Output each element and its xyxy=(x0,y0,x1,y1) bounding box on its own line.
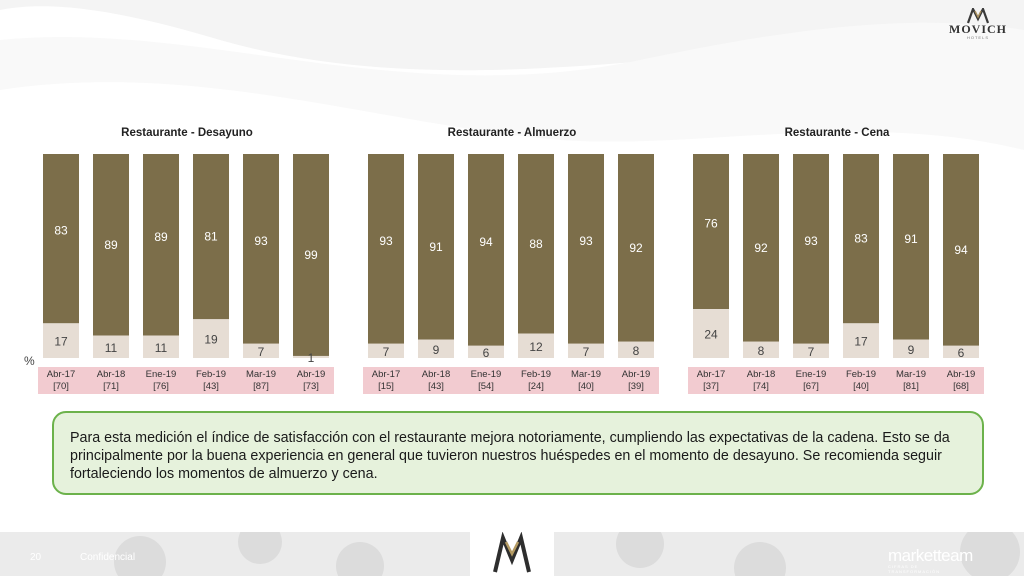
logo-sub: HOTELS xyxy=(966,35,989,40)
data-label-top: 93 xyxy=(579,233,593,248)
category-tick-label: Abr-17 xyxy=(46,369,76,380)
data-label-bottom: 7 xyxy=(582,344,590,359)
category-tick-label: Abr-17 xyxy=(696,369,726,380)
data-label-top: 91 xyxy=(429,239,443,254)
data-label-top: 83 xyxy=(854,231,868,246)
data-label-bottom: 11 xyxy=(154,340,168,355)
data-label-top: 92 xyxy=(629,240,643,255)
data-label-bottom: 7 xyxy=(257,344,265,359)
data-label-bottom: 7 xyxy=(382,344,390,359)
category-tick-label: Mar-19 xyxy=(895,369,927,380)
category-label-band xyxy=(688,367,984,394)
data-label-bottom: 8 xyxy=(632,343,640,358)
base-size-label: [43] xyxy=(203,381,219,392)
category-label-band xyxy=(363,367,659,394)
category-tick-label: Ene-19 xyxy=(470,369,502,380)
data-label-bottom: 6 xyxy=(957,345,965,360)
data-label-top: 89 xyxy=(104,237,118,252)
commentary-text: Para esta medición el índice de satisfacción con el restaurante mejora notoriamente, cumpliendo las expectativas de la cadena. Esto se da principalmente por la buena experiencia en general que tuvieron nuestros huéspedes en el momento de desayuno. Se recomienda seguir fortaleciendo los momentos de almuerzo y cena. xyxy=(70,430,950,482)
bar-segment-satisfied xyxy=(243,154,279,344)
category-tick-label: Abr-18 xyxy=(746,369,776,380)
base-size-label: [39] xyxy=(628,381,644,392)
bar-segment-satisfied xyxy=(893,154,929,340)
data-label-bottom: 19 xyxy=(204,332,218,347)
base-size-label: [70] xyxy=(53,381,69,392)
category-tick-label: Feb-19 xyxy=(845,369,877,380)
data-label-top: 99 xyxy=(304,247,318,262)
base-size-label: [67] xyxy=(803,381,819,392)
base-size-label: [40] xyxy=(578,381,594,392)
category-tick-label: Mar-19 xyxy=(245,369,277,380)
marketteam-name: marketteam xyxy=(888,546,973,565)
data-label-bottom: 1 xyxy=(307,351,315,365)
commentary-box xyxy=(52,411,984,495)
category-tick-label: Feb-19 xyxy=(520,369,552,380)
base-size-label: [54] xyxy=(478,381,494,392)
bar-segment-satisfied xyxy=(793,154,829,344)
data-label-bottom: 12 xyxy=(529,339,543,354)
base-size-label: [73] xyxy=(303,381,319,392)
data-label-bottom: 9 xyxy=(432,342,440,357)
chart-title-cena: Restaurante - Cena xyxy=(784,127,890,139)
movich-monogram-icon xyxy=(470,532,554,576)
category-tick-label: Abr-18 xyxy=(96,369,126,380)
bar-segment-satisfied xyxy=(468,154,504,346)
category-tick-label: Abr-19 xyxy=(621,369,651,380)
category-tick-label: Feb-19 xyxy=(195,369,227,380)
data-label-top: 76 xyxy=(704,216,718,231)
data-label-bottom: 17 xyxy=(54,334,68,349)
data-label-top: 92 xyxy=(754,240,768,255)
base-size-label: [87] xyxy=(253,381,269,392)
data-label-top: 91 xyxy=(904,231,918,246)
chart-title-desayuno: Restaurante - Desayuno xyxy=(121,127,253,139)
category-label-band xyxy=(38,367,334,394)
base-size-label: [43] xyxy=(428,381,444,392)
data-label-top: 93 xyxy=(254,233,268,248)
data-label-bottom: 8 xyxy=(757,343,765,358)
base-size-label: [37] xyxy=(703,381,719,392)
base-size-label: [81] xyxy=(903,381,919,392)
category-tick-label: Mar-19 xyxy=(570,369,602,380)
category-tick-label: Abr-17 xyxy=(371,369,401,380)
data-label-top: 94 xyxy=(479,234,493,249)
data-label-bottom: 11 xyxy=(104,340,118,355)
page-number: 20 xyxy=(30,552,42,563)
base-size-label: [15] xyxy=(378,381,394,392)
data-label-top: 83 xyxy=(54,223,68,238)
marketteam-logo xyxy=(888,546,973,574)
bar-segment-satisfied xyxy=(143,154,179,336)
data-label-bottom: 17 xyxy=(854,334,868,349)
data-label-top: 93 xyxy=(804,233,818,248)
logo-name: MOVICH xyxy=(949,22,1007,36)
category-tick-label: Abr-18 xyxy=(421,369,451,380)
base-size-label: [74] xyxy=(753,381,769,392)
base-size-label: [76] xyxy=(153,381,169,392)
category-tick-label: Ene-19 xyxy=(145,369,177,380)
data-label-top: 94 xyxy=(954,242,968,257)
bar-segment-satisfied xyxy=(693,154,729,309)
bar-segment-satisfied xyxy=(43,154,79,323)
bar-segment-satisfied xyxy=(368,154,404,344)
base-size-label: [68] xyxy=(953,381,969,392)
data-label-bottom: 24 xyxy=(704,327,718,342)
percent-axis-label: % xyxy=(24,354,35,368)
base-size-label: [71] xyxy=(103,381,119,392)
data-label-bottom: 9 xyxy=(907,342,915,357)
chart-title-almuerzo: Restaurante - Almuerzo xyxy=(447,127,577,139)
category-tick-label: Ene-19 xyxy=(795,369,827,380)
data-label-top: 81 xyxy=(204,229,218,244)
footer-logo xyxy=(470,532,554,576)
data-label-top: 89 xyxy=(154,229,168,244)
marketteam-sub: CIFRAS DE TRANSFORMACIÓN xyxy=(888,564,940,574)
data-label-bottom: 6 xyxy=(482,345,490,360)
base-size-label: [24] xyxy=(528,381,544,392)
category-tick-label: Abr-19 xyxy=(946,369,976,380)
bar-segment-satisfied xyxy=(568,154,604,344)
confidential-label: Confidencial xyxy=(80,552,136,563)
category-tick-label: Abr-19 xyxy=(296,369,326,380)
data-label-top: 88 xyxy=(529,236,543,251)
base-size-label: [40] xyxy=(853,381,869,392)
data-label-bottom: 7 xyxy=(807,344,815,359)
data-label-top: 93 xyxy=(379,233,393,248)
